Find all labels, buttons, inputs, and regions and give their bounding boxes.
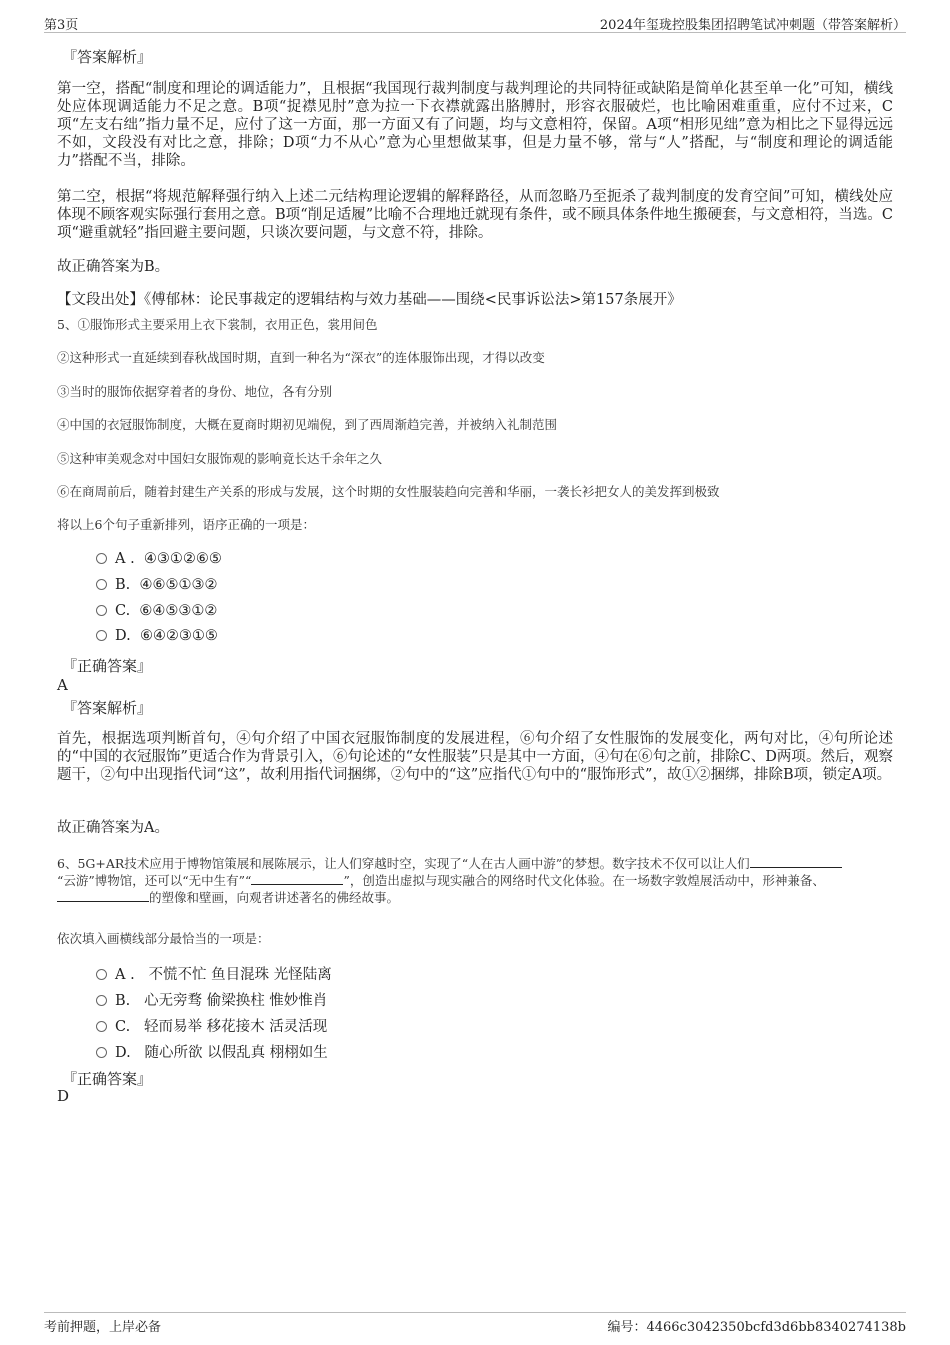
q5-analysis: 首先，根据选项判断首句，④句介绍了中国衣冠服饰制度的发展进程，⑥句介绍了女性服饰的发展变化，两句对比，④句所论述的“中国的衣冠服饰”更适合作为背景引入，⑥句论述的“女性服装”只是其中一方面，④句在⑥句之前，排除C、D两项。然后，观察题干，②句中出现指代词“这”，故利用指代词捆绑，②句中的“这”应指代①句中的“服饰形式”，故①②捆绑，排除B项，锁定A项。 <box>57 731 893 783</box>
q6-option-b[interactable]: B. 心无旁骛 偷梁换柱 惟妙惟肖 <box>96 989 327 1009</box>
q4-conclusion: 故正确答案为B。 <box>57 259 170 275</box>
radio-icon[interactable] <box>96 1047 107 1058</box>
q4-source: 【文段出处】《傅郁林：论民事裁定的逻辑结构与效力基础——围绕<民事诉讼法>第157条展开》 <box>57 292 682 308</box>
radio-icon[interactable] <box>96 1021 107 1032</box>
q5-answer-label: 『正确答案』 <box>62 657 153 675</box>
document-title: 2024年玺珑控股集团招聘笔试冲刺题（带答案解析） <box>599 18 906 33</box>
fill-blank-1[interactable] <box>750 855 842 868</box>
q5-option-b[interactable]: B. ④⑥⑤①③② <box>96 577 217 597</box>
radio-icon[interactable] <box>96 605 107 616</box>
radio-icon[interactable] <box>96 579 107 590</box>
q6-answer: D <box>57 1087 70 1105</box>
radio-icon[interactable] <box>96 553 107 564</box>
q5-option-a[interactable]: A . ④③①②⑥⑤ <box>96 551 222 571</box>
q5-conclusion: 故正确答案为A。 <box>57 820 169 836</box>
footer-slogan: 考前押题，上岸必备 <box>44 1320 162 1335</box>
radio-icon[interactable] <box>96 995 107 1006</box>
q6-option-c[interactable]: C. 轻而易举 移花接木 活灵活现 <box>96 1015 327 1035</box>
page-number: 第3页 <box>44 18 79 33</box>
q4-analysis-label: 『答案解析』 <box>62 48 153 66</box>
q5-answer: A <box>57 676 68 694</box>
q5-sentence-5: ⑤这种审美观念对中国妇女服饰观的影响竟长达千余年之久 <box>57 451 383 466</box>
q5-prompt: 将以上6个句子重新排列，语序正确的一项是： <box>57 517 315 532</box>
page-footer <box>44 1312 906 1335</box>
q6-stem: 6、5G+AR技术应用于博物馆策展和展陈展示，让人们穿越时空，实现了“人在古人画中游”的梦想。数字技术不仅可以让人们 “云游”博物馆，还可以“无中生有”“ ”，创造出虚拟与现实融合的网络时代文化体验。在一场数字敦煌展活动中，形神兼备、 的塑像和壁画，向观者讲述著名的佛经故事。 <box>57 855 893 906</box>
document-id: 编号：4466c3042350bcfd3d6bb8340274138b <box>607 1320 906 1335</box>
q5-sentence-4: ④中国的衣冠服饰制度，大概在夏商时期初见端倪，到了西周渐趋完善，并被纳入礼制范围 <box>57 417 558 432</box>
q5-sentence-3: ③当时的服饰依据穿着者的身份、地位，各有分别 <box>57 384 333 399</box>
fill-blank-2[interactable] <box>251 872 343 885</box>
q6-option-a[interactable]: A . 不慌不忙 鱼目混珠 光怪陆离 <box>96 963 332 983</box>
q4-analysis-p1: 第一空，搭配“制度和理论的调适能力”，且根据“我国现行裁判制度与裁判理论的共同特征或缺陷是简单化甚至单一化”可知，横线处应体现调适能力不足之意。B项“捉襟见肘”意为拉一下衣襟就露出胳膊肘，形容衣服破烂，也比喻困难重重，应付不过来，C项“左支右绌”指力量不足，应付了这一方面，那一方面又有了问题，均与文意相符，保留。A项“相形见绌”意为相比之下显得远远不如，文段没有对比之意，排除；D项“力不从心”意为心里想做某事，但是力量不够，常与“人”搭配，与“制度和理论的调适能力”搭配不当，排除。 <box>57 81 893 169</box>
q5-option-d[interactable]: D. ⑥④②③①⑤ <box>96 628 218 648</box>
fill-blank-3[interactable] <box>57 889 149 902</box>
page-header <box>44 12 906 33</box>
q4-analysis-p2: 第二空，根据“将规范解释强行纳入上述二元结构理论逻辑的解释路径，从而忽略乃至扼杀了裁判制度的发育空间”可知，横线处应体现不顾客观实际强行套用之意。B项“削足适履”比喻不合理地迁就现有条件，或不顾具体条件地生搬硬套，与文意相符，当选。C项“避重就轻”指回避主要问题，只谈次要问题，与文意不符，排除。 <box>57 189 893 241</box>
q5-option-c[interactable]: C. ⑥④⑤③①② <box>96 603 217 623</box>
radio-icon[interactable] <box>96 630 107 641</box>
q5-sentence-1: 5、①服饰形式主要采用上衣下裳制，衣用正色，裳用间色 <box>57 317 378 332</box>
radio-icon[interactable] <box>96 969 107 980</box>
q5-analysis-label: 『答案解析』 <box>62 699 153 717</box>
q6-option-d[interactable]: D. 随心所欲 以假乱真 栩栩如生 <box>96 1041 328 1061</box>
q6-prompt: 依次填入画横线部分最恰当的一项是： <box>57 931 270 946</box>
q5-sentence-2: ②这种形式一直延续到春秋战国时期，直到一种名为“深衣”的连体服饰出现，才得以改变 <box>57 350 545 365</box>
q5-sentence-6: ⑥在商周前后，随着封建生产关系的形成与发展，这个时期的女性服装趋向完善和华丽，一袭长衫把女人的美发挥到极致 <box>57 484 720 499</box>
q6-answer-label: 『正确答案』 <box>62 1070 153 1088</box>
